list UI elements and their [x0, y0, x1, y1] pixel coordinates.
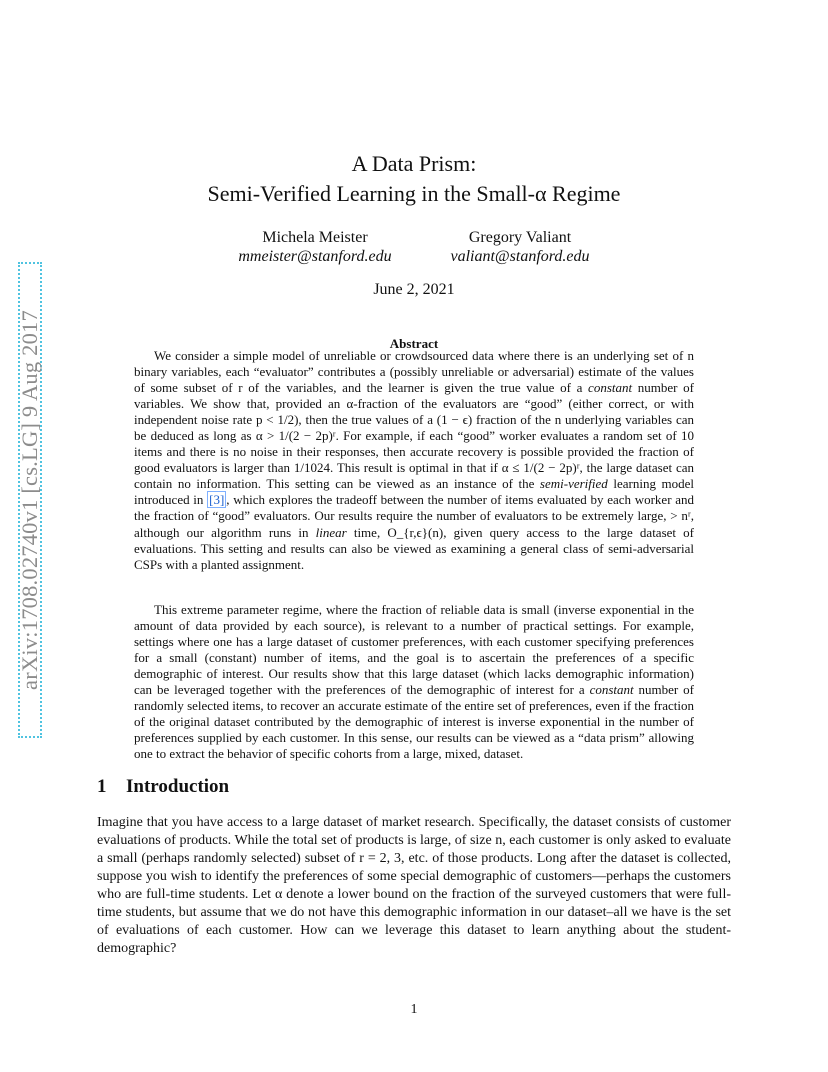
- section-title: Introduction: [126, 776, 230, 797]
- author-block-1: [225, 228, 405, 266]
- intro-paragraph: Imagine that you have access to a large dataset of market research. Specifically, the dataset consists of customer evaluations of products. While the total set of products is large, of size n, each customer is only asked to evaluate a small (perhaps randomly selected) subset of r = 2, 3, etc. of those products. Long after the dataset is collected, suppose you wish to identify the preferences of some special demographic of customers—perhaps the customers who are full-time students. Let α denote a lower bound on the fraction of the surveyed customers that were full-time students, but assume that we do not have this demographic information in our dataset–all we have is the set of evaluations of each customer. How can we leverage this dataset to learn anything about the student-demographic?: [97, 815, 731, 956]
- section-heading: [97, 776, 229, 798]
- abstract-text: We consider a simple model of unreliable or crowdsourced data where there is an underlying set of n binary variables, each “evaluator” contributes a (possibly unreliable or adversarial) estimate of the values of some subset of r of the variables, and the learner is given the true value of a: [134, 348, 694, 396]
- abstract-text: , which explores the tradeoff between the number of items evaluated by each worker and the fraction of “good” evaluators. Our results require the number of evaluators to be extremely large, > nʳ, although our algorithm runs in: [134, 492, 694, 540]
- author-email: mmeister@stanford.edu: [238, 248, 392, 265]
- page-number: 1: [410, 1002, 418, 1017]
- abstract-text: time, O_{r,ϵ}(n), given query access to the large dataset of evaluations. This setting and results can also be viewed as examining a general class of semi-adversarial CSPs with a planted assignment.: [134, 524, 694, 572]
- abstract-paragraph-1: [134, 348, 694, 573]
- author-name: Michela Meister: [262, 229, 368, 246]
- abstract-heading: Abstract: [389, 336, 439, 351]
- author-email: valiant@stanford.edu: [450, 248, 590, 265]
- abstract-emph: linear: [315, 524, 347, 540]
- citation-link[interactable]: [3]: [209, 492, 225, 508]
- section-number: 1: [97, 776, 107, 797]
- abstract-paragraph-2: [134, 602, 694, 762]
- abstract-text: number of randomly selected items, to recover an accurate estimate of the entire set of preferences, even if the fraction of the original dataset contributed by the demographic of interest is inverse exponential in the number of preferences supplied by each customer. In this sense, our results can be viewed as a “data prism” allowing one to extract the behavior of specific cohorts from a large, mixed, dataset.: [134, 682, 694, 762]
- author-name: Gregory Valiant: [468, 229, 572, 246]
- arxiv-identifier[interactable]: arXiv:1708.02740v1 [cs.LG] 9 Aug 2017: [17, 310, 42, 690]
- abstract-text: learning model introduced in: [134, 476, 694, 508]
- abstract-emph: constant: [588, 380, 633, 396]
- paper-title-line2: Semi-Verified Learning in the Small-α Regime: [207, 181, 621, 206]
- abstract-text: This extreme parameter regime, where the fraction of reliable data is small (inverse exponential in the amount of data provided by each source), is relevant to a number of practical settings. For example, settings where one has a large dataset of customer preferences, with each customer specifying preferences for a small (constant) number of items, and the goal is to ascertain the preferences of a specific demographic of interest. Our results show that this large dataset (which lacks demographic information) can be leveraged together with the preferences of the demographic of interest for a: [134, 602, 694, 698]
- abstract-emph: constant: [589, 682, 634, 698]
- author-block-2: [430, 228, 610, 266]
- paper-date: June 2, 2021: [373, 281, 455, 298]
- paper-title-line1: A Data Prism:: [351, 151, 477, 176]
- abstract-text: number of variables. We show that, provided an α-fraction of the evaluators are “good” (either correct, or with independent noise rate p < 1/2), then the true values of a (1 − ϵ) fraction of the n underlying variables can be deduced as long as α > 1/(2 − 2p)ʳ. For example, if each “good” worker evaluates a random set of 10 items and there is no noise in their responses, then accurate recovery is possible provided the fraction of good evaluators is larger than 1/1024. This result is optimal in that if α ≤ 1/(2 − 2p)ʳ, the large dataset can contain no information. This setting can be viewed as an instance of the: [134, 380, 694, 492]
- abstract-emph: semi-verified: [539, 476, 608, 492]
- arxiv-sidebar: [18, 262, 42, 738]
